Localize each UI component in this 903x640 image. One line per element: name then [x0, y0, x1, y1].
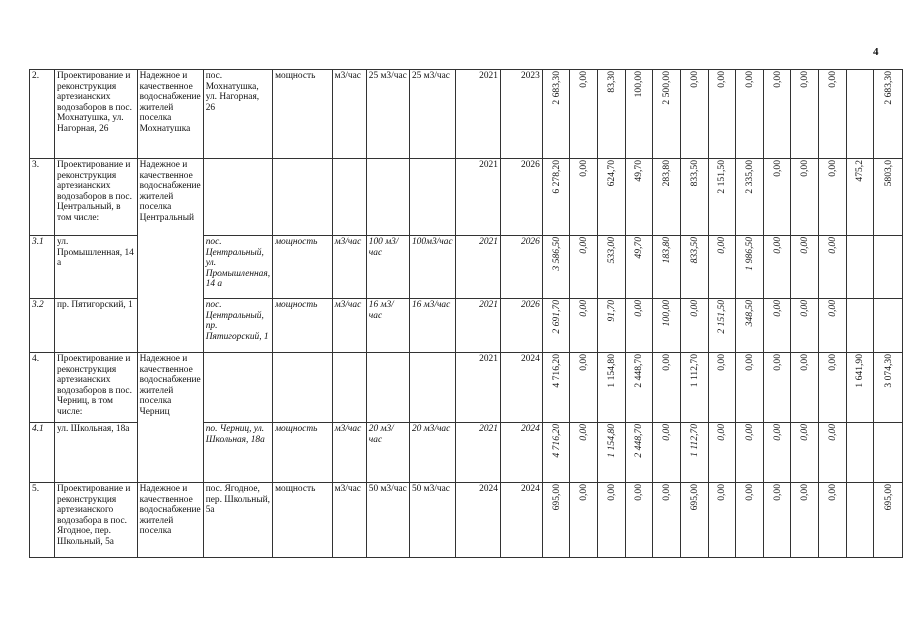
- cost-cell: [763, 423, 791, 483]
- start-year: 2021: [456, 236, 501, 299]
- cost-cell: [763, 483, 791, 558]
- value-after: 100м3/час: [409, 236, 455, 299]
- location: [203, 159, 272, 236]
- cost-cell: [542, 236, 570, 299]
- unit: м3/час: [332, 483, 366, 558]
- cost-value: 0,00: [799, 71, 811, 88]
- cost-value: 100,00: [633, 71, 645, 98]
- cost-value: 0,00: [578, 237, 590, 254]
- unit: м3/час: [332, 236, 366, 299]
- unit: [332, 353, 366, 423]
- cost-value: 0,00: [578, 300, 590, 317]
- cost-cell: [708, 236, 736, 299]
- cost-cell: [736, 423, 764, 483]
- cost-value: 0,00: [771, 160, 783, 177]
- location: пос. Центральный, ул. Промышленная, 14 а: [203, 236, 272, 299]
- cost-cell: [819, 236, 847, 299]
- end-year: 2024: [500, 483, 542, 558]
- cost-value: 833,50: [688, 160, 700, 187]
- cost-value: 0,00: [688, 71, 700, 88]
- cost-value: 1 986,50: [743, 237, 755, 271]
- cost-value: 0,00: [716, 354, 728, 371]
- start-year: 2021: [456, 159, 501, 236]
- row-number: 2.: [30, 70, 55, 159]
- cost-cell: [763, 159, 791, 236]
- cost-cell: [819, 299, 847, 353]
- value-after: 25 м3/час: [409, 70, 455, 159]
- unit: [332, 159, 366, 236]
- cost-value: 100,00: [661, 300, 673, 327]
- cost-value: 0,00: [826, 354, 838, 371]
- value-after: [409, 159, 455, 236]
- location: [203, 353, 272, 423]
- cost-cell: [874, 423, 903, 483]
- value-before: 100 м3/час: [366, 236, 409, 299]
- cost-value: 0,00: [605, 484, 617, 501]
- cost-value: 2 448,70: [633, 354, 645, 388]
- cost-cell: [874, 353, 903, 423]
- cost-cell: [791, 423, 819, 483]
- cost-cell: [846, 483, 874, 558]
- row-number: 3.1: [30, 236, 55, 299]
- cost-value: 1 154,80: [605, 424, 617, 458]
- row-number: 4.1: [30, 423, 55, 483]
- table-row: [30, 70, 903, 159]
- purpose: Надежное и качественное водоснабжение жителей поселка Центральный: [137, 159, 203, 353]
- cost-value: 0,00: [633, 484, 645, 501]
- cost-value: 0,00: [578, 354, 590, 371]
- start-year: 2021: [456, 353, 501, 423]
- investment-program-table: [29, 69, 903, 558]
- cost-cell: [653, 353, 681, 423]
- cost-value: 0,00: [799, 300, 811, 317]
- start-year: 2021: [456, 70, 501, 159]
- end-year: 2023: [500, 70, 542, 159]
- cost-cell: [653, 70, 681, 159]
- cost-cell: [708, 299, 736, 353]
- value-before: [366, 159, 409, 236]
- object-name: пр. Пятигорский, 1: [55, 299, 138, 353]
- cost-value: 475,2: [854, 160, 866, 182]
- cost-cell: [680, 299, 708, 353]
- cost-cell: [570, 159, 598, 236]
- cost-value: 2 151,50: [716, 160, 728, 194]
- cost-cell: [874, 70, 903, 159]
- cost-value: 0,00: [771, 237, 783, 254]
- cost-value: 2 500,00: [661, 71, 673, 105]
- cost-cell: [874, 483, 903, 558]
- end-year: 2026: [500, 159, 542, 236]
- cost-cell: [598, 159, 626, 236]
- cost-cell: [819, 70, 847, 159]
- cost-value: 49,70: [633, 237, 645, 259]
- end-year: 2026: [500, 236, 542, 299]
- cost-cell: [680, 483, 708, 558]
- cost-cell: [570, 299, 598, 353]
- cost-cell: [763, 70, 791, 159]
- cost-value: 0,00: [661, 484, 673, 501]
- purpose: Надежное и качественное водоснабжение жителей поселка Черниц: [137, 353, 203, 483]
- cost-cell: [598, 423, 626, 483]
- cost-cell: [708, 353, 736, 423]
- cost-cell: [846, 299, 874, 353]
- cost-value: 0,00: [799, 484, 811, 501]
- cost-cell: [625, 236, 653, 299]
- parameter: [273, 159, 333, 236]
- cost-cell: [791, 236, 819, 299]
- cost-cell: [625, 299, 653, 353]
- cost-value: 1 112,70: [688, 424, 700, 457]
- cost-value: 3 586,50: [550, 237, 562, 271]
- cost-value: 0,00: [771, 424, 783, 441]
- cost-cell: [653, 423, 681, 483]
- cost-cell: [736, 159, 764, 236]
- cost-cell: [542, 483, 570, 558]
- start-year: 2024: [456, 483, 501, 558]
- cost-cell: [625, 70, 653, 159]
- cost-cell: [874, 299, 903, 353]
- cost-cell: [598, 70, 626, 159]
- cost-cell: [542, 159, 570, 236]
- cost-value: 4 716,20: [550, 424, 562, 458]
- cost-cell: [846, 423, 874, 483]
- cost-value: 0,00: [771, 484, 783, 501]
- table-row: [30, 483, 903, 558]
- cost-value: 624,70: [605, 160, 617, 187]
- cost-value: 0,00: [578, 484, 590, 501]
- cost-cell: [625, 423, 653, 483]
- cost-cell: [846, 236, 874, 299]
- cost-cell: [542, 70, 570, 159]
- cost-cell: [653, 159, 681, 236]
- object-name: ул. Промышленная, 14 а: [55, 236, 138, 299]
- cost-value: 0,00: [716, 237, 728, 254]
- cost-cell: [680, 423, 708, 483]
- cost-value: 833,50: [688, 237, 700, 264]
- cost-value: 348,50: [743, 300, 755, 327]
- cost-value: 2 448,70: [633, 424, 645, 458]
- location: пос. Ягодное, пер. Школьный, 5а: [203, 483, 272, 558]
- cost-value: 4 716,20: [550, 354, 562, 388]
- cost-value: 0,00: [771, 71, 783, 88]
- start-year: 2021: [456, 423, 501, 483]
- location: пос. Центральный, пр. Пятигорский, 1: [203, 299, 272, 353]
- object-name: Проектирование и реконструкция артезианских водозаборов в пос. Центральный, в том числе:: [55, 159, 138, 236]
- cost-value: 695,00: [550, 484, 562, 511]
- cost-value: 0,00: [826, 484, 838, 501]
- cost-value: 1 154,80: [605, 354, 617, 388]
- parameter: мощность: [273, 70, 333, 159]
- cost-cell: [598, 299, 626, 353]
- row-number: 4.: [30, 353, 55, 423]
- value-before: 20 м3/час: [366, 423, 409, 483]
- cost-cell: [570, 353, 598, 423]
- cost-cell: [736, 70, 764, 159]
- cost-cell: [736, 353, 764, 423]
- cost-value: 0,00: [799, 424, 811, 441]
- cost-value: 1 641,90: [854, 354, 866, 388]
- row-number: 5.: [30, 483, 55, 558]
- cost-cell: [570, 423, 598, 483]
- cost-value: 183,80: [661, 237, 673, 264]
- cost-value: 0,00: [826, 160, 838, 177]
- cost-cell: [736, 483, 764, 558]
- cost-cell: [846, 353, 874, 423]
- cost-cell: [598, 353, 626, 423]
- cost-value: 3 074,30: [882, 354, 894, 388]
- cost-value: 0,00: [633, 300, 645, 317]
- cost-value: 0,00: [771, 300, 783, 317]
- purpose: Надежное и качественное водоснабжение жителей поселка Мохнатушка: [137, 70, 203, 159]
- cost-value: 0,00: [799, 160, 811, 177]
- value-before: 25 м3/час: [366, 70, 409, 159]
- end-year: 2026: [500, 299, 542, 353]
- cost-cell: [625, 353, 653, 423]
- value-after: 20 м3/час: [409, 423, 455, 483]
- cost-cell: [791, 299, 819, 353]
- cost-cell: [598, 483, 626, 558]
- cost-value: 0,00: [688, 300, 700, 317]
- value-after: 50 м3/час: [409, 483, 455, 558]
- parameter: мощность: [273, 423, 333, 483]
- cost-cell: [570, 483, 598, 558]
- row-number: 3.: [30, 159, 55, 236]
- unit: м3/час: [332, 423, 366, 483]
- cost-cell: [819, 483, 847, 558]
- parameter: мощность: [273, 299, 333, 353]
- cost-cell: [708, 483, 736, 558]
- cost-cell: [653, 299, 681, 353]
- value-before: [366, 353, 409, 423]
- parameter: мощность: [273, 236, 333, 299]
- cost-value: 695,00: [882, 484, 894, 511]
- cost-value: 283,80: [661, 160, 673, 187]
- value-after: [409, 353, 455, 423]
- cost-cell: [736, 299, 764, 353]
- cost-cell: [542, 353, 570, 423]
- cost-cell: [680, 159, 708, 236]
- cost-value: 0,00: [743, 424, 755, 441]
- cost-value: 2 683,30: [882, 71, 894, 105]
- cost-value: 6 278,20: [550, 160, 562, 194]
- cost-value: 2 683,30: [550, 71, 562, 105]
- table-row: [30, 353, 903, 423]
- cost-cell: [763, 353, 791, 423]
- cost-value: 0,00: [826, 71, 838, 88]
- cost-cell: [570, 70, 598, 159]
- location: пос. Мохнатушка, ул. Нагорная, 26: [203, 70, 272, 159]
- cost-cell: [819, 423, 847, 483]
- cost-value: 0,00: [743, 71, 755, 88]
- cost-value: 0,00: [661, 354, 673, 371]
- cost-value: 83,30: [605, 71, 617, 93]
- cost-cell: [680, 236, 708, 299]
- cost-value: 0,00: [578, 71, 590, 88]
- cost-value: 0,00: [826, 424, 838, 441]
- cost-cell: [653, 483, 681, 558]
- cost-cell: [763, 299, 791, 353]
- location: по. Черниц, ул. Школьная, 18а: [203, 423, 272, 483]
- cost-value: 2 335,00: [743, 160, 755, 194]
- object-name: ул. Школьная, 18а: [55, 423, 138, 483]
- object-name: Проектирование и реконструкция артезианских водозаборов в пос. Черниц, в том числе:: [55, 353, 138, 423]
- start-year: 2021: [456, 299, 501, 353]
- cost-cell: [708, 423, 736, 483]
- cost-value: 2 691,70: [550, 300, 562, 334]
- parameter: мощность: [273, 483, 333, 558]
- cost-cell: [625, 483, 653, 558]
- cost-value: 0,00: [716, 484, 728, 501]
- cost-cell: [791, 353, 819, 423]
- cost-value: 91,70: [605, 300, 617, 322]
- cost-cell: [846, 70, 874, 159]
- cost-value: 533,00: [605, 237, 617, 264]
- cost-cell: [708, 159, 736, 236]
- object-name: Проектирование и реконструкция артезианских водозаборов в пос. Мохнатушка, ул. Нагорная, 26: [55, 70, 138, 159]
- cost-value: 1 112,70: [688, 354, 700, 388]
- cost-cell: [653, 236, 681, 299]
- cost-cell: [680, 353, 708, 423]
- cost-value: 0,00: [578, 160, 590, 177]
- cost-value: 0,00: [799, 354, 811, 371]
- cost-value: 0,00: [743, 354, 755, 371]
- cost-cell: [819, 353, 847, 423]
- cost-cell: [819, 159, 847, 236]
- cost-cell: [874, 236, 903, 299]
- cost-cell: [874, 159, 903, 236]
- cost-cell: [570, 236, 598, 299]
- cost-cell: [791, 70, 819, 159]
- cost-value: 0,00: [578, 424, 590, 441]
- cost-cell: [680, 70, 708, 159]
- unit: м3/час: [332, 70, 366, 159]
- cost-value: 0,00: [661, 424, 673, 441]
- cost-value: 0,00: [716, 424, 728, 441]
- cost-value: 0,00: [743, 484, 755, 501]
- cost-cell: [542, 423, 570, 483]
- cost-value: 5803,0: [882, 160, 894, 187]
- cost-value: 0,00: [771, 354, 783, 371]
- cost-value: 2 151,50: [716, 300, 728, 334]
- end-year: 2024: [500, 353, 542, 423]
- row-number: 3.2: [30, 299, 55, 353]
- cost-value: 0,00: [716, 71, 728, 88]
- cost-cell: [598, 236, 626, 299]
- cost-cell: [625, 159, 653, 236]
- parameter: [273, 353, 333, 423]
- cost-value: 0,00: [826, 237, 838, 254]
- cost-cell: [736, 236, 764, 299]
- value-before: 16 м3/час: [366, 299, 409, 353]
- object-name: Проектирование и реконструкция артезианского водозабора в пос. Ягодное, пер. Школьный, 5а: [55, 483, 138, 558]
- cost-cell: [846, 159, 874, 236]
- table-row: [30, 159, 903, 236]
- cost-cell: [791, 483, 819, 558]
- cost-cell: [763, 236, 791, 299]
- cost-value: 695,00: [688, 484, 700, 511]
- page-number: 4: [873, 46, 879, 58]
- cost-value: 0,00: [799, 237, 811, 254]
- unit: м3/час: [332, 299, 366, 353]
- end-year: 2024: [500, 423, 542, 483]
- cost-value: 0,00: [826, 300, 838, 317]
- cost-cell: [791, 159, 819, 236]
- value-after: 16 м3/час: [409, 299, 455, 353]
- cost-cell: [542, 299, 570, 353]
- purpose: Надежное и качественное водоснабжение жителей поселка: [137, 483, 203, 558]
- value-before: 50 м3/час: [366, 483, 409, 558]
- cost-cell: [708, 70, 736, 159]
- cost-value: 49,70: [633, 160, 645, 182]
